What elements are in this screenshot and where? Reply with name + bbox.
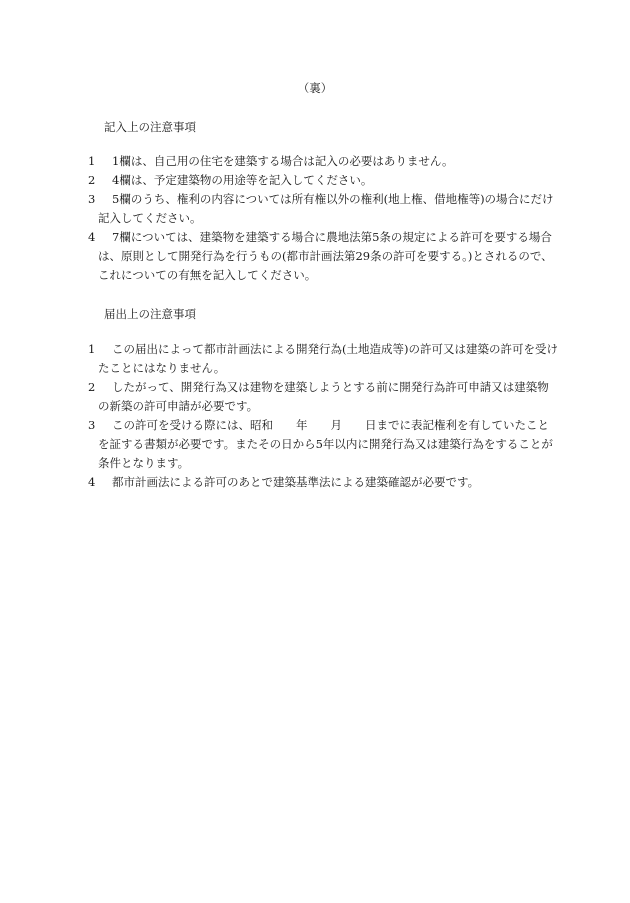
item-number: 3: [88, 418, 96, 432]
list-item: [88, 228, 558, 285]
item-text: この許可を受ける際には、昭和 年 月 日までに表記権利を有していたことを証する書類が必要です。またその日から5年以内に開発行為又は建築行為をすることが条件となります。: [98, 418, 553, 470]
item-number: 1: [88, 154, 96, 168]
filing-notes-list: [88, 340, 558, 492]
list-item: [88, 416, 558, 473]
list-item: [88, 340, 558, 378]
list-item: [88, 378, 558, 416]
item-text: 7欄については、建築物を建築する場合に農地法第5条の規定による許可を要する場合は、原則として開発行為を行うもの(都市計画法第29条の許可を要する。)とされるので、これについての有無を記入してください。: [98, 230, 553, 282]
list-item: [88, 171, 558, 190]
entry-notes-list: [88, 152, 558, 285]
item-number: 2: [88, 380, 96, 394]
item-text: 4欄は、予定建築物の用途等を記入してください。: [112, 173, 373, 187]
item-number: 4: [88, 230, 96, 244]
list-item: [88, 190, 558, 228]
item-text: したがって、開発行為又は建物を建築しようとする前に開発行為許可申請又は建築物の新築の許可申請が必要です。: [98, 380, 549, 413]
item-number: 4: [88, 475, 96, 489]
list-item: [88, 473, 558, 492]
section-heading-filing-notes: 届出上の注意事項: [104, 307, 196, 321]
section-heading-entry-notes: 記入上の注意事項: [104, 120, 196, 134]
item-text: 1欄は、自己用の住宅を建築する場合は記入の必要はありません。: [112, 154, 454, 168]
item-text: 都市計画法による許可のあとで建築基準法による建築確認が必要です。: [112, 475, 480, 489]
item-text: 5欄のうち、権利の内容については所有権以外の権利(地上権、借地権等)の場合にだけ記入してください。: [98, 192, 554, 225]
item-number: 1: [88, 342, 96, 356]
item-text: この届出によって都市計画法による開発行為(土地造成等)の許可又は建築の許可を受けたことにはなりません。: [98, 342, 558, 375]
item-number: 3: [88, 192, 96, 206]
list-item: [88, 152, 558, 171]
page-label-back-side: （裏）: [297, 81, 333, 95]
item-number: 2: [88, 173, 96, 187]
